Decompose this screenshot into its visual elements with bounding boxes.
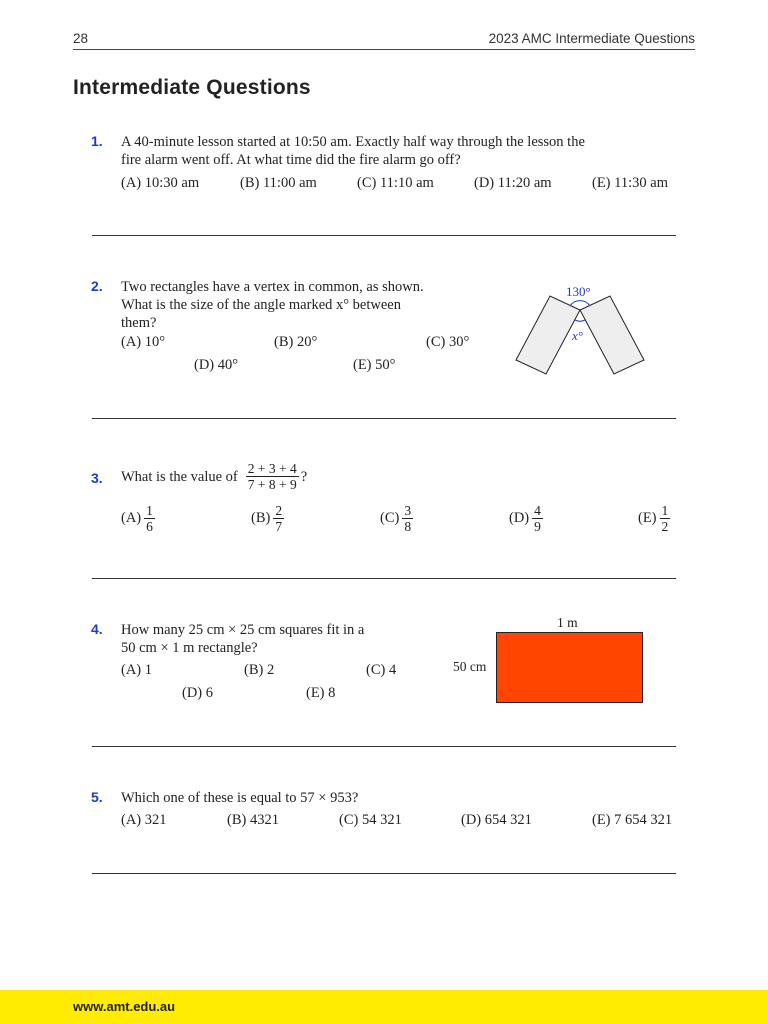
question-5-option-e[interactable]: (E) 7 654 321: [592, 812, 673, 828]
question-2-line-2: What is the size of the angle marked x° between: [121, 297, 401, 313]
question-2-text: [121, 278, 424, 332]
question-2-option-d[interactable]: (D) 40°: [194, 357, 239, 373]
divider: [92, 873, 676, 874]
question-1-option-a[interactable]: (A) 10:30 am: [121, 175, 200, 191]
divider: [92, 746, 676, 747]
angle-arc-x: [575, 320, 585, 321]
question-3-prefix: What is the value of: [121, 468, 238, 485]
question-4-option-c[interactable]: (C) 4: [366, 662, 397, 678]
question-4-line-2: 50 cm × 1 m rectangle?: [121, 640, 258, 656]
rectangle-figure: [496, 632, 643, 703]
footer-bar: [0, 990, 768, 1024]
question-3-text: [121, 461, 307, 492]
question-3-number: 3.: [91, 470, 103, 486]
angle-arc-130: [570, 301, 590, 306]
question-1-option-c[interactable]: (C) 11:10 am: [357, 175, 434, 191]
question-1-line-2: fire alarm went off. At what time did the fire alarm go off?: [121, 152, 461, 168]
page-number: 28: [73, 31, 89, 46]
question-5-number: 5.: [91, 789, 103, 805]
question-3-fraction: $\frac{2 + 3 + 4}{7 + 8 + 9}$: [247, 461, 297, 492]
question-3-option-b[interactable]: (B) $\frac{2}{7}$: [251, 503, 283, 534]
divider: [92, 418, 676, 419]
section-title: Intermediate Questions: [73, 76, 311, 99]
question-1-option-d[interactable]: (D) 11:20 am: [474, 175, 552, 191]
question-2-option-b[interactable]: (B) 20°: [274, 334, 318, 350]
question-5-option-c[interactable]: (C) 54 321: [339, 812, 402, 828]
rectangle-height-label: 50 cm: [453, 659, 487, 674]
question-1-line-1: A 40-minute lesson started at 10:50 am. Exactly half way through the lesson the: [121, 134, 585, 150]
question-3-option-e[interactable]: (E) $\frac{1}{2}$: [638, 503, 669, 534]
question-3-option-d[interactable]: (D) $\frac{4}{9}$: [509, 503, 541, 534]
right-rectangle: [580, 296, 644, 374]
page-header: [73, 31, 695, 50]
question-4-option-a[interactable]: (A) 1: [121, 662, 153, 678]
question-4-line-1: How many 25 cm × 25 cm squares fit in a: [121, 622, 365, 638]
question-5-option-b[interactable]: (B) 4321: [227, 812, 279, 828]
question-4-option-b[interactable]: (B) 2: [244, 662, 275, 678]
question-5-option-a[interactable]: (A) 321: [121, 812, 167, 828]
question-5-text: [121, 789, 358, 807]
angle-label-130: 130°: [566, 284, 591, 299]
question-3-option-a[interactable]: (A) $\frac{1}{6}$: [121, 503, 153, 534]
divider: [92, 578, 676, 579]
question-4-text: [121, 621, 364, 657]
rectangle-width-label: 1 m: [557, 615, 578, 630]
question-3-option-c[interactable]: (C) $\frac{3}{8}$: [380, 503, 412, 534]
question-1-number: 1.: [91, 133, 103, 149]
question-2-option-c[interactable]: (C) 30°: [426, 334, 470, 350]
question-2-option-a[interactable]: (A) 10°: [121, 334, 166, 350]
question-1-text: [121, 133, 585, 169]
question-5-line-1: Which one of these is equal to 57 × 953?: [121, 790, 359, 806]
angle-label-x: x°: [572, 328, 583, 343]
question-2-number: 2.: [91, 278, 103, 294]
question-4-option-d[interactable]: (D) 6: [182, 685, 214, 701]
question-4-option-e[interactable]: (E) 8: [306, 685, 336, 701]
question-2-line-3: them?: [121, 315, 157, 331]
question-2-line-1: Two rectangles have a vertex in common, as shown.: [121, 279, 424, 295]
question-1-option-e[interactable]: (E) 11:30 am: [592, 175, 668, 191]
divider: [92, 235, 676, 236]
question-5-option-d[interactable]: (D) 654 321: [461, 812, 532, 828]
question-1-option-b[interactable]: (B) 11:00 am: [240, 175, 317, 191]
question-3-suffix: ?: [300, 468, 308, 485]
header-title: 2023 AMC Intermediate Questions: [488, 31, 695, 46]
question-2-option-e[interactable]: (E) 50°: [353, 357, 396, 373]
left-rectangle: [516, 296, 580, 374]
rectangles-angle-figure: [510, 280, 650, 380]
footer-url[interactable]: www.amt.edu.au: [73, 999, 176, 1014]
question-4-number: 4.: [91, 621, 103, 637]
